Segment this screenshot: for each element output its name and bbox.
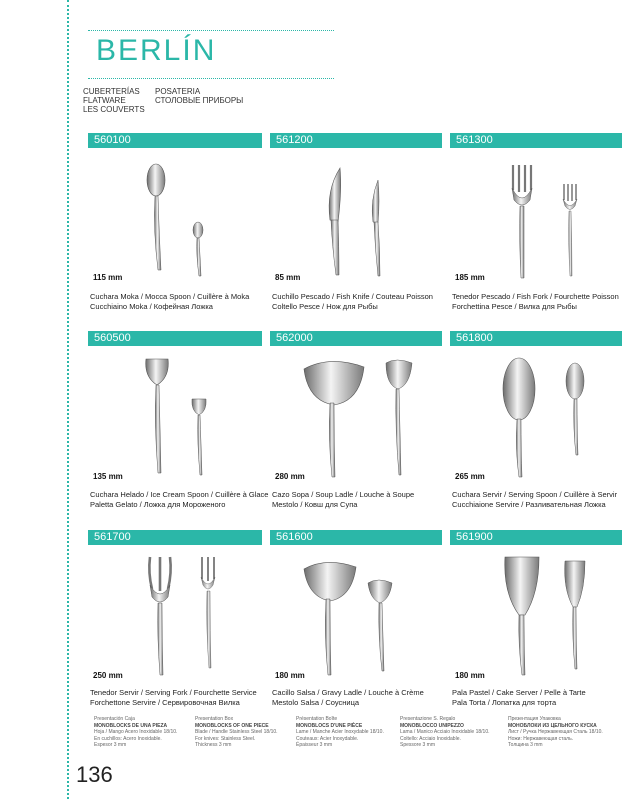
presentation-line: Thickness 3 mm <box>195 742 232 748</box>
description-line: Paletta Gelato / Ложка для Мороженого <box>90 500 226 509</box>
presentation-line: Espesor 3 mm <box>94 742 127 748</box>
product-code-bar: 561700 <box>88 530 262 545</box>
presentation-line: Épaisseur 3 mm <box>296 742 333 748</box>
presentation-line: Lama / Manico Acciaio Inoxidable 18/10. <box>400 729 490 735</box>
presentation-heading: Presentación Caja <box>94 716 135 722</box>
presentation-line: Лист / Ручка Нержавеющая Сталь 18/10. <box>508 729 603 735</box>
presentation-line: Ножи: Нержавеющая сталь. <box>508 735 574 742</box>
product-size: 115 mm <box>93 273 123 282</box>
product-code-bar: 560100 <box>88 133 262 148</box>
product-code-bar: 561300 <box>450 133 622 148</box>
description-line: Mestolo Salsa / Соусница <box>272 698 360 707</box>
product-description <box>90 292 249 312</box>
presentation-heading: Présentation Boîte <box>296 716 338 722</box>
product-code-bar: 561900 <box>450 530 622 545</box>
category-label: POSATERIA <box>155 87 201 96</box>
serving-fork-image <box>140 553 230 678</box>
product-size: 135 mm <box>93 472 123 481</box>
category-list-2 <box>155 87 243 105</box>
serving-spoon-image <box>495 355 595 480</box>
presentation-line: Coltello: Acciaio Inoxidable. <box>400 735 461 742</box>
description-line: Cucchiaione Servire / Разливательная Ложка <box>452 500 606 509</box>
category-label: CUBERTERÍAS <box>83 87 140 96</box>
presentation-line: Blade / Handle Stainless Steel 18/10. <box>195 729 278 735</box>
presentation-line: For knives: Stainless Steel. <box>195 735 256 742</box>
product-code-bar: 561800 <box>450 331 622 346</box>
description-line: Cuchara Moka / Mocca Spoon / Cuillère à Moka <box>90 292 250 301</box>
presentation-line: Толщина 3 mm <box>508 742 543 748</box>
presentation-heading: Презентация Упаковка <box>508 716 561 722</box>
title-rule-bottom <box>88 78 334 79</box>
product-description <box>452 490 617 510</box>
presentation-line: MONOBLOCCO UNIPEZZO <box>400 722 464 729</box>
fish-knife-image <box>320 160 400 280</box>
product-code-bar: 562000 <box>270 331 442 346</box>
product-code-bar: 561200 <box>270 133 442 148</box>
presentation-note <box>94 716 177 749</box>
description-line: Forchettina Pesce / Вилка для Рыбы <box>452 302 577 311</box>
description-line: Cuchara Helado / Ice Cream Spoon / Cuillère à Glace <box>90 490 269 499</box>
cake-server-image <box>495 553 595 678</box>
product-description <box>452 688 586 708</box>
presentation-line: Hoja / Mango Acero Inoxidable 18/10. <box>94 729 178 735</box>
category-list-1 <box>83 87 145 114</box>
description-line: Pala Pastel / Cake Server / Pelle à Tarte <box>452 688 586 697</box>
product-size: 85 mm <box>275 273 301 282</box>
product-description <box>272 292 433 312</box>
mocca-spoon-image <box>140 160 220 280</box>
presentation-line: MONOBLOCKS OF ONE PIECE <box>195 722 269 729</box>
vertical-dotted-rule <box>67 0 69 799</box>
presentation-line: Couteaux: Acier Inoxydable. <box>296 735 359 742</box>
description-line: Cacillo Salsa / Gravy Ladle / Louche à Crème <box>272 688 424 697</box>
gravy-ladle-image <box>300 553 410 678</box>
presentation-line: Lame / Manche Acier Inoxydable 18/10. <box>296 729 384 735</box>
ice-cream-spoon-image <box>140 355 220 480</box>
presentation-heading: Presentation Box <box>195 716 234 722</box>
soup-ladle-image <box>300 355 420 480</box>
description-line: Cuchara Servir / Serving Spoon / Cuillère à Servir <box>452 490 618 499</box>
presentation-note <box>296 716 384 749</box>
product-code-bar: 560500 <box>88 331 262 346</box>
product-size: 280 mm <box>275 472 305 481</box>
page-number: 136 <box>76 762 113 787</box>
description-line: Cuchillo Pescado / Fish Knife / Couteau Poisson <box>272 292 433 301</box>
product-description <box>272 490 414 510</box>
category-label: СТОЛОВЫЕ ПРИБОРЫ <box>155 96 244 105</box>
category-label: LES COUVERTS <box>83 105 145 114</box>
product-size: 180 mm <box>275 671 305 680</box>
description-line: Mestolo / Ковш для Супа <box>272 500 358 509</box>
product-size: 180 mm <box>455 671 485 680</box>
presentation-line: Spessore 3 mm <box>400 742 436 748</box>
category-label: FLATWARE <box>83 96 126 105</box>
fish-fork-image <box>505 160 585 280</box>
description-line: Tenedor Pescado / Fish Fork / Fourchette Poisson <box>452 292 619 301</box>
presentation-note <box>195 716 278 749</box>
description-line: Coltello Pesce / Нож для Рыбы <box>272 302 378 311</box>
presentation-line: En cuchillos: Acero Inoxidable. <box>94 735 162 742</box>
presentation-heading: Presentazione S. Regalo <box>400 716 456 722</box>
presentation-note <box>508 716 603 749</box>
presentation-line: MONOBLOCS D'UNE PIÈCE <box>296 722 363 729</box>
product-size: 250 mm <box>93 671 123 680</box>
description-line: Cucchiaino Moka / Кофейная Ложка <box>90 302 213 311</box>
product-size: 265 mm <box>455 472 485 481</box>
description-line: Pala Torta / Лопатка для торта <box>452 698 557 707</box>
description-line: Forchettone Servire / Сервировочная Вилка <box>90 698 240 707</box>
presentation-line: МОНОБЛОКИ ИЗ ЦЕЛЬНОГО КУСКА <box>508 722 597 729</box>
product-description <box>90 490 268 510</box>
product-size: 185 mm <box>455 273 485 282</box>
presentation-line: MONOBLOCKS DE UNA PIEZA <box>94 722 168 729</box>
description-line: Tenedor Servir / Serving Fork / Fourchette Service <box>90 688 257 697</box>
product-code-bar: 561600 <box>270 530 442 545</box>
title-rule-top <box>88 30 334 31</box>
description-line: Cazo Sopa / Soup Ladle / Louche à Soupe <box>272 490 415 499</box>
product-description <box>90 688 257 708</box>
page-title: BERLÍN <box>96 34 217 67</box>
product-description <box>452 292 619 312</box>
presentation-note <box>400 716 490 749</box>
product-description <box>272 688 424 708</box>
